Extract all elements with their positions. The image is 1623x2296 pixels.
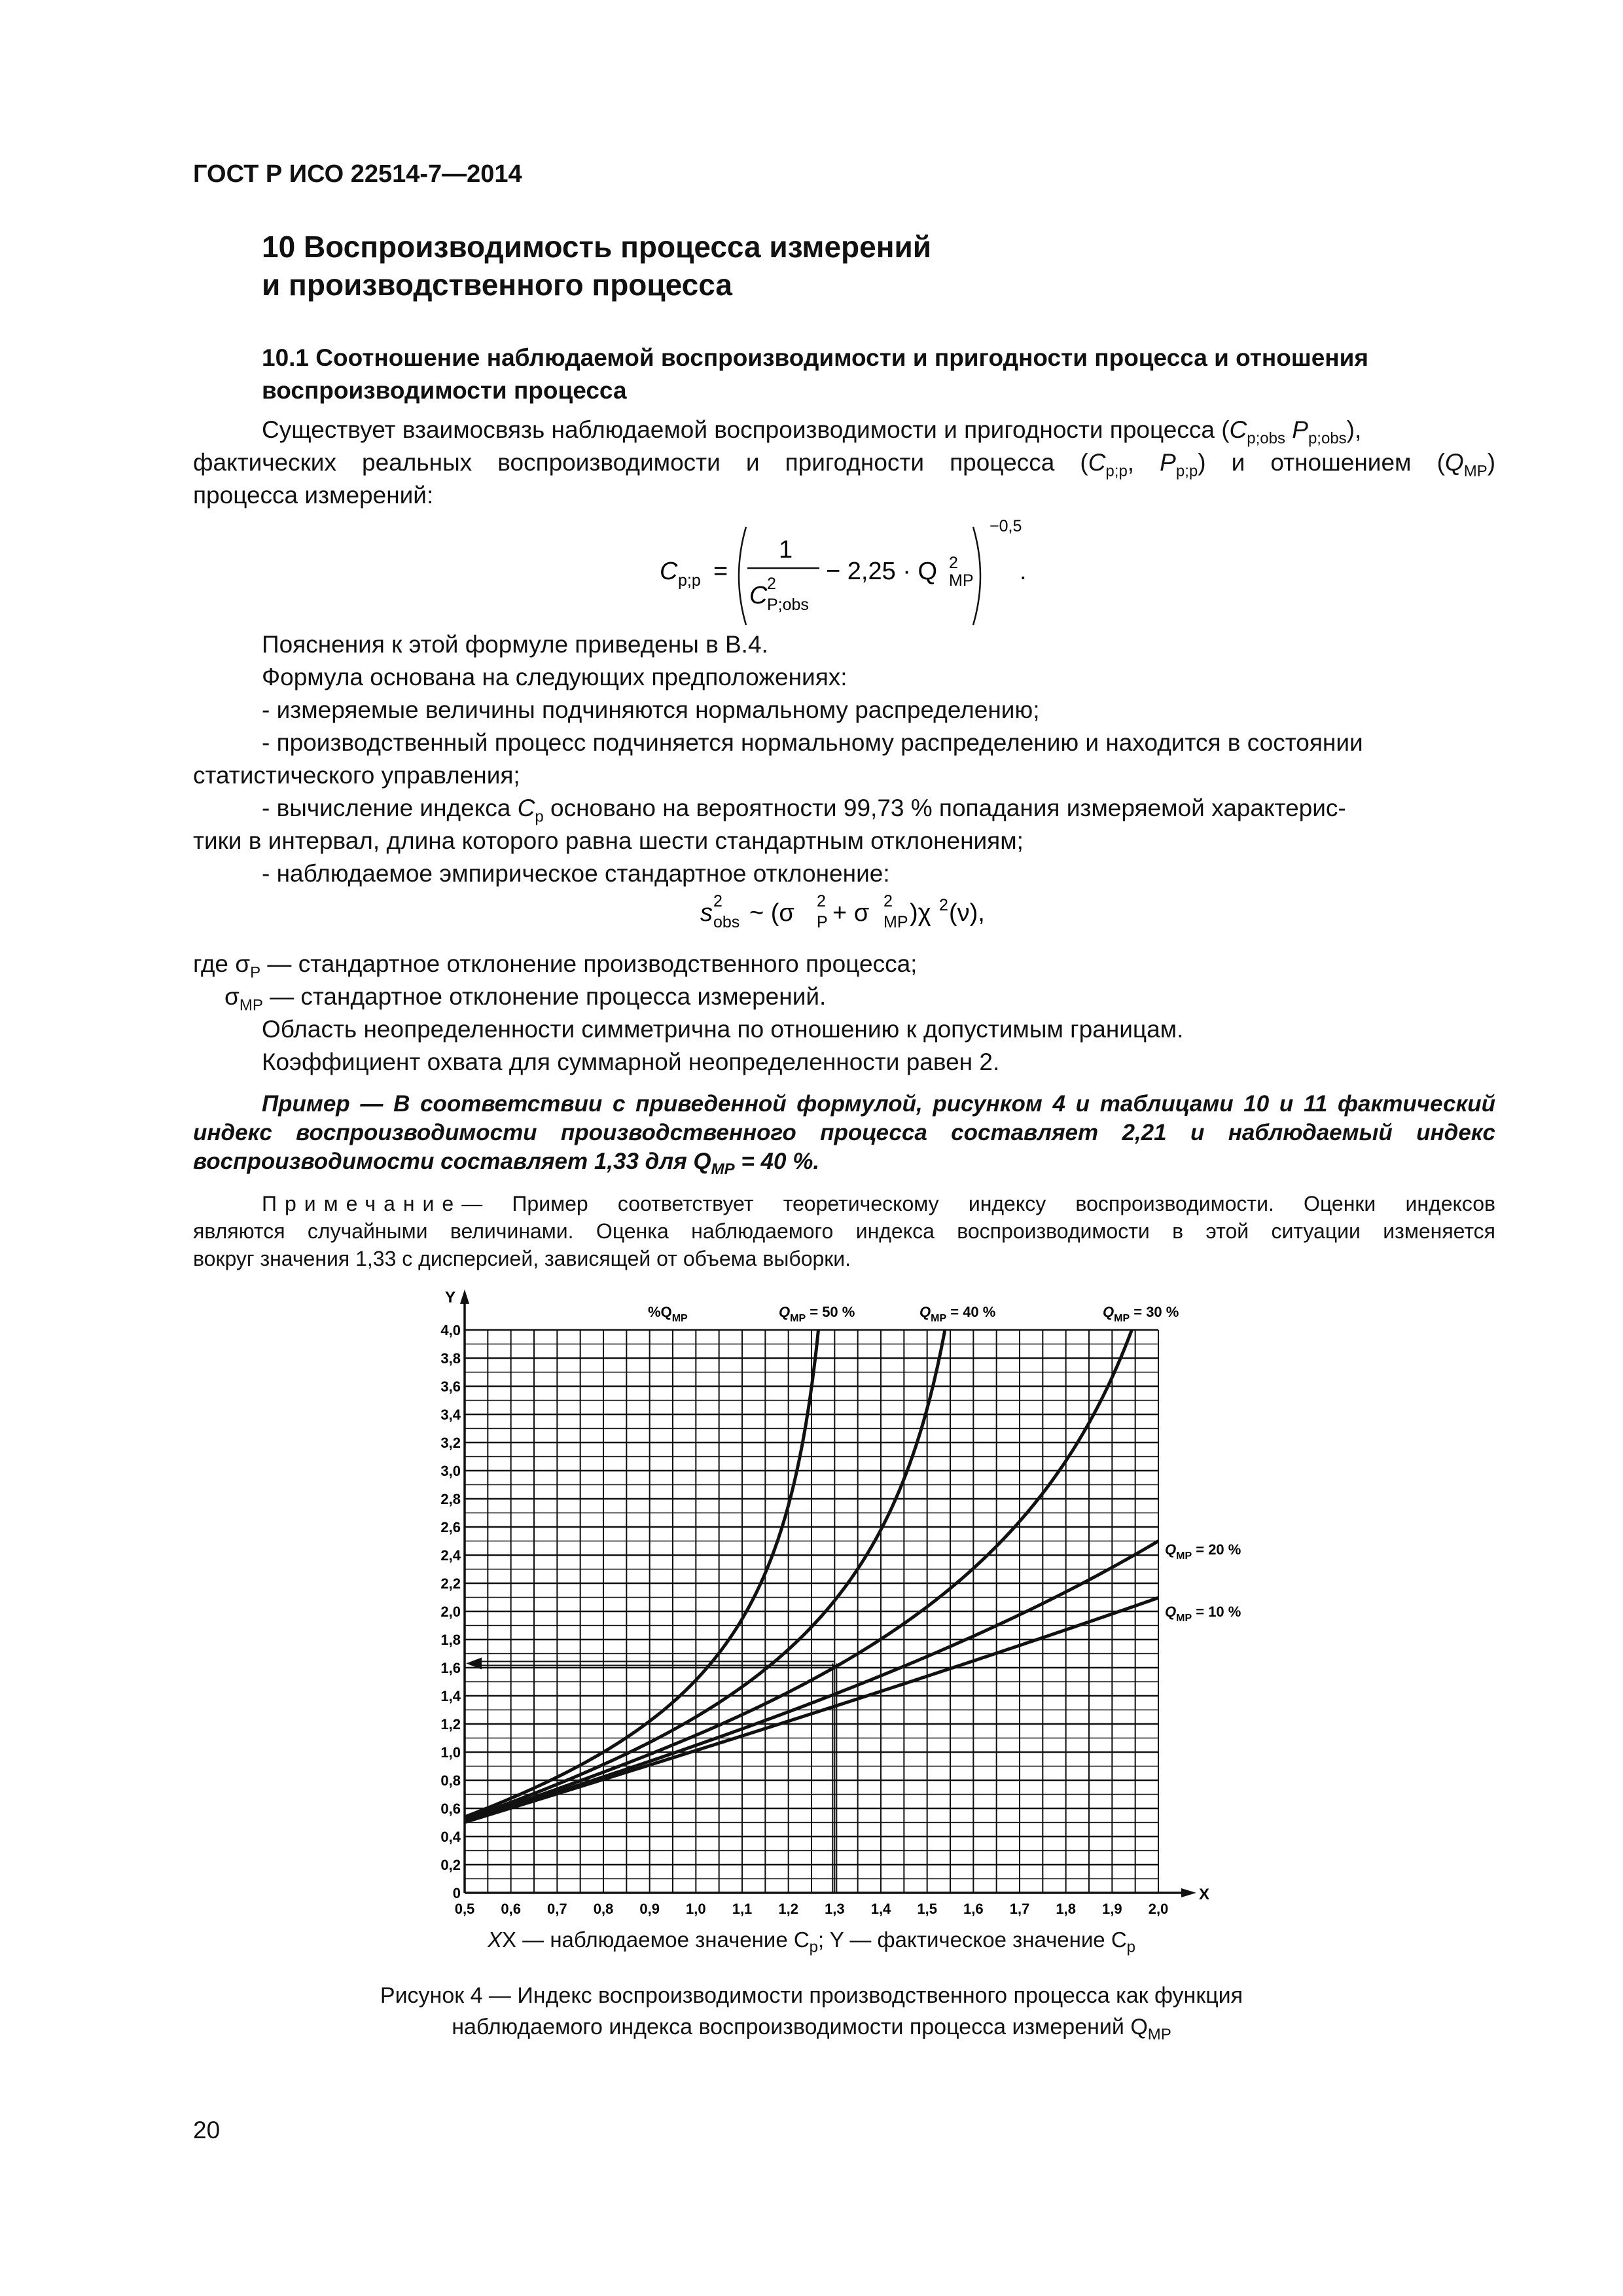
chart-legend-labels	[648, 1304, 1241, 1624]
y-tick-label: 1,4	[440, 1688, 461, 1704]
x-tick-label: 0,5	[454, 1901, 475, 1917]
svg-text:obs: obs	[713, 913, 740, 931]
formula-coef: − 2,25 · Q	[826, 558, 938, 585]
x-tick-label: 1,2	[778, 1901, 798, 1917]
chart-grid	[465, 1330, 1158, 1893]
svg-text:2: 2	[949, 554, 958, 572]
x-axis-arrow	[1181, 1888, 1196, 1897]
y-tick-label: 0	[452, 1885, 461, 1901]
svg-text:2: 2	[713, 892, 722, 910]
formula-numerator: 1	[779, 536, 793, 564]
y-tick-label: 1,2	[440, 1716, 461, 1732]
formula-cpp	[648, 517, 1067, 635]
curve-qmp-40	[465, 1330, 945, 1819]
legend-label-qmp-40: $Q_{MP} = 40$ %	[919, 1304, 996, 1324]
x-tick-label: 0,9	[639, 1901, 660, 1917]
x-tick-label: 1,4	[870, 1901, 891, 1917]
assumptions-block: Пояснения к этой формуле приведены в В.4. Формула основана на следующих предположениях: - измеряемые величины подчиняются нормальному распределению; - производственный процесс подчиняется нормальному распределению и находится в состоянии статистического управления; - вычисление индекса $C_p$ основано на вероятности 99,73 % попадания измеряемой характерис- тики в интервал, длина которого равна шести стандартным отклонениям; - наблюдаемое эмпирическое стандартное отклонение:	[193, 631, 1363, 887]
x-tick-label: 2,0	[1148, 1901, 1169, 1917]
x-tick-label: 1,9	[1102, 1901, 1122, 1917]
y-tick-label: 1,8	[440, 1632, 461, 1648]
x-tick-label: 0,8	[593, 1901, 614, 1917]
legend-label-qmp-30: $Q_{MP} = 30$ %	[1103, 1304, 1179, 1324]
y-tick-label: 2,0	[440, 1604, 461, 1620]
chart-axes	[445, 1289, 1209, 1903]
subsection-title: 10.1 Соотношение наблюдаемой воспроизводимости и пригодности процесса и отношения воспроизводимости процесса	[262, 344, 1368, 404]
svg-text:2: 2	[939, 896, 948, 914]
legend-header: $\%Q_{MP}$	[648, 1304, 688, 1324]
x-axis-label: X	[1199, 1886, 1210, 1903]
section-title: 10 Воспроизводимость процесса измерений и производственного процесса	[262, 230, 932, 302]
svg-text:2: 2	[883, 892, 893, 910]
y-tick-label: 2,2	[440, 1575, 461, 1592]
legend-label-qmp-20: $Q_{MP} = 20$ %	[1165, 1541, 1241, 1562]
y-tick-label: 3,4	[440, 1407, 461, 1423]
formula-lhs: C	[660, 558, 678, 585]
formula-sobs	[694, 887, 1034, 939]
svg-text:~ (σ: ~ (σ	[749, 899, 794, 927]
formula-exponent: −0,5	[990, 517, 1022, 535]
x-tick-label: 0,7	[547, 1901, 567, 1917]
y-tick-label: 3,8	[440, 1350, 461, 1367]
intro-paragraph: Существует взаимосвязь наблюдаемой воспроизводимости и пригодности процесса ($C_{p;obs}$ $P_{p;obs}$), фактических реальных воспроизводимости и пригодности процесса ($C_{p;p}$, $P_{p;p}$) и отношением $(Q_{MP})$ процесса измерений:	[193, 416, 1496, 509]
y-tick-label: 1,0	[440, 1744, 461, 1761]
example-paragraph: Пример — В соответствии с приведенной формулой, рисунком 4 и таблицами 10 и 11 фактический индекс воспроизводимости производственного процесса составляет 2,21 и наблюдаемый индекс воспроизводимости составляет 1,33 для $Q_{MP} = 40$ %.	[193, 1091, 1495, 1178]
formula-lhs-sub: p;p	[678, 571, 701, 590]
y-tick-label: 0,8	[440, 1772, 461, 1789]
y-tick-label: 3,2	[440, 1435, 461, 1451]
svg-text:P: P	[817, 913, 828, 931]
x-tick-label: 1,0	[686, 1901, 706, 1917]
document-header: ГОСТ Р ИСО 22514-7—2014	[193, 160, 522, 188]
y-tick-label: 0,2	[440, 1857, 461, 1873]
legend-label-qmp-10: $Q_{MP} = 10$ %	[1165, 1604, 1241, 1624]
svg-text:MP: MP	[949, 571, 974, 590]
y-tick-label: 0,4	[440, 1829, 461, 1845]
x-tick-label: 1,5	[917, 1901, 937, 1917]
note-paragraph: Примечание— Пример соответствует теоретическому индексу воспроизводимости. Оценки индексов являются случайными величинами. Оценка наблюдаемого индекса воспроизводимости в этой ситуации изменяется вокруг значения 1,33 с дисперсией, зависящей от объема выборки.	[193, 1192, 1495, 1270]
svg-text:C: C	[749, 582, 768, 609]
y-tick-label: 1,6	[440, 1660, 461, 1676]
y-axis-arrow	[460, 1289, 469, 1304]
y-tick-label: 3,6	[440, 1378, 461, 1395]
figure-caption: Рисунок 4 — Индекс воспроизводимости производственного процесса как функция наблюдаемого индекса воспроизводимости процесса измерений $Q_{MP}$	[380, 1983, 1243, 2043]
x-tick-label: 1,7	[1009, 1901, 1030, 1917]
y-tick-label: 2,8	[440, 1491, 461, 1507]
svg-text:s: s	[700, 899, 713, 927]
chart-tick-labels	[440, 1322, 1168, 1917]
svg-text:.: .	[1020, 558, 1027, 585]
svg-text:(ν),: (ν),	[949, 899, 985, 927]
svg-text:2: 2	[767, 575, 776, 593]
x-tick-label: 1,8	[1056, 1901, 1076, 1917]
svg-text:2: 2	[817, 892, 826, 910]
page-number: 20	[193, 2117, 221, 2144]
x-tick-label: 0,6	[501, 1901, 521, 1917]
x-tick-label: 1,3	[825, 1901, 845, 1917]
svg-text:)χ: )χ	[910, 899, 931, 927]
x-tick-label: 1,1	[732, 1901, 753, 1917]
y-axis-label: Y	[445, 1289, 456, 1306]
legend-label-qmp-50: $Q_{MP} = 50$ %	[779, 1304, 855, 1324]
y-tick-label: 3,0	[440, 1463, 461, 1479]
axes-caption: XX — наблюдаемое значение $C_p$; Y — фактическое значение $C_p$	[487, 1928, 1136, 1956]
svg-text:MP: MP	[883, 913, 908, 931]
x-tick-label: 1,6	[963, 1901, 984, 1917]
definitions-block: где $\sigma_P$ — стандартное отклонение производственного процесса; $\sigma_{MP}$ — стандартное отклонение процесса измерений. Область неопределенности симметрична по отношению к допустимым границам. Коэффициент охвата для суммарной неопределенности равен 2.	[193, 950, 1184, 1075]
figure-4-chart	[406, 1283, 1322, 1937]
y-tick-label: 2,4	[440, 1547, 461, 1564]
svg-text:+ σ: + σ	[832, 899, 870, 927]
y-tick-label: 2,6	[440, 1519, 461, 1535]
y-tick-label: 4,0	[440, 1322, 461, 1338]
y-tick-label: 0,6	[440, 1801, 461, 1817]
curve-qmp-30	[465, 1330, 1132, 1821]
svg-text:=: =	[713, 558, 728, 585]
svg-text:P;obs: P;obs	[767, 596, 809, 614]
